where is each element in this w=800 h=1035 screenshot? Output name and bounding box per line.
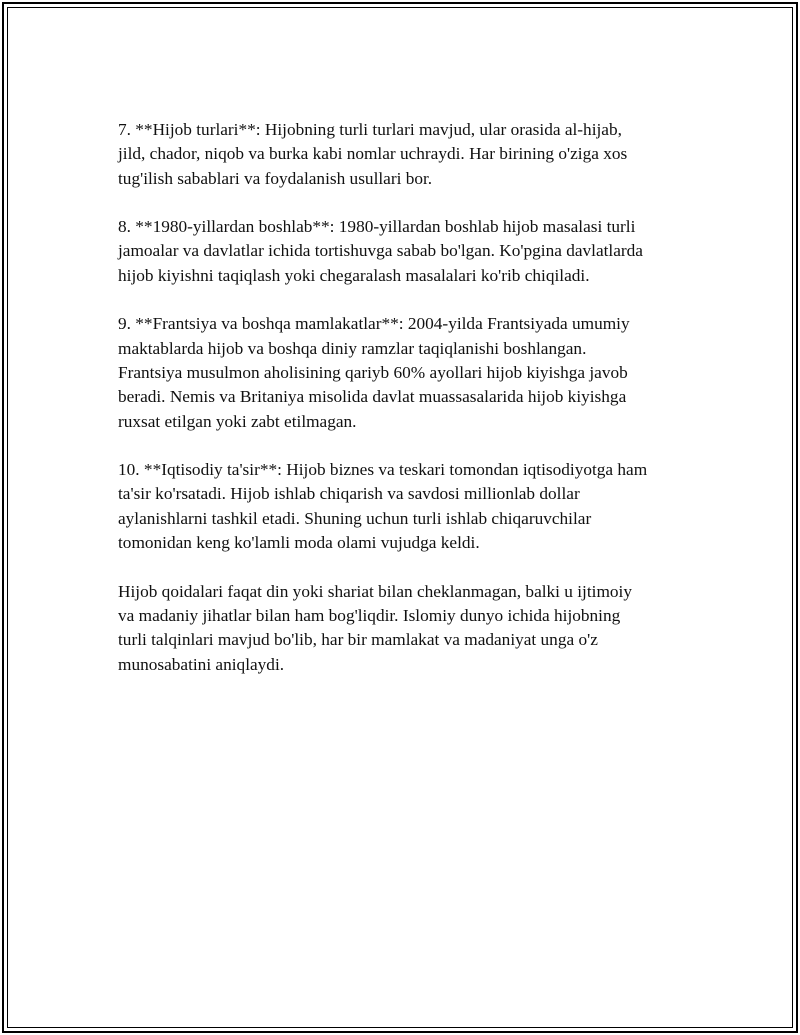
paragraph-conclusion: Hijob qoidalari faqat din yoki shariat bilan cheklanmagan, balki u ijtimoiy va madaniy jihatlar bilan ham bog'liqdir. Islomiy dunyo ichida hijobning turli talqinlari mavjud bo'lib, har bir mamlakat va madaniyat unga o'z munosabatini aniqlaydi. [118,581,632,674]
paragraph-1980-yillardan: 8. **1980-yillardan boshlab**: 1980-yillardan boshlab hijob masalasi turli jamoalar va davlatlar ichida tortishuvga sabab bo'lgan. Ko'pgina davlatlarda hijob kiyishni taqiqlash yoki chegaralash masalalari ko'rib chiqiladi. [118,217,643,285]
paragraph-iqtisodiy-tasir: 10. **Iqtisodiy ta'sir**: Hijob biznes va teskari tomondan iqtisodiyotga ham ta'sir ko'rsatadi. Hijob ishlab chiqarish va savdosi millionlab dollar aylanishlarni tashkil etadi. Shuning uchun turli ishlab chiqaruvchilar tomonidan keng ko'lamli moda olami vujudga keldi. [118,460,648,553]
paragraph-hijob-turlari: 7. **Hijob turlari**: Hijobning turli turlari mavjud, ular orasida al-hijab, jild, chador, niqob va burka kabi nomlar uchraydi. Har birining o'ziga xos tug'ilish sabablari va foydalanish usullari bor. [118,120,628,188]
paragraph-frantsiya: 9. **Frantsiya va boshqa mamlakatlar**: 2004-yilda Frantsiyada umumiy maktablarda hijob va boshqa diniy ramzlar taqiqlanishi boshlangan. Frantsiya musulmon aholisining qariyb 60% ayollari hijob kiyishga javob beradi. Nemis va Britaniya misolida davlat muassasalarida hijob kiyishga ruxsat etilgan yoki zabt etilmagan. [118,314,630,431]
document-body [118,118,678,701]
